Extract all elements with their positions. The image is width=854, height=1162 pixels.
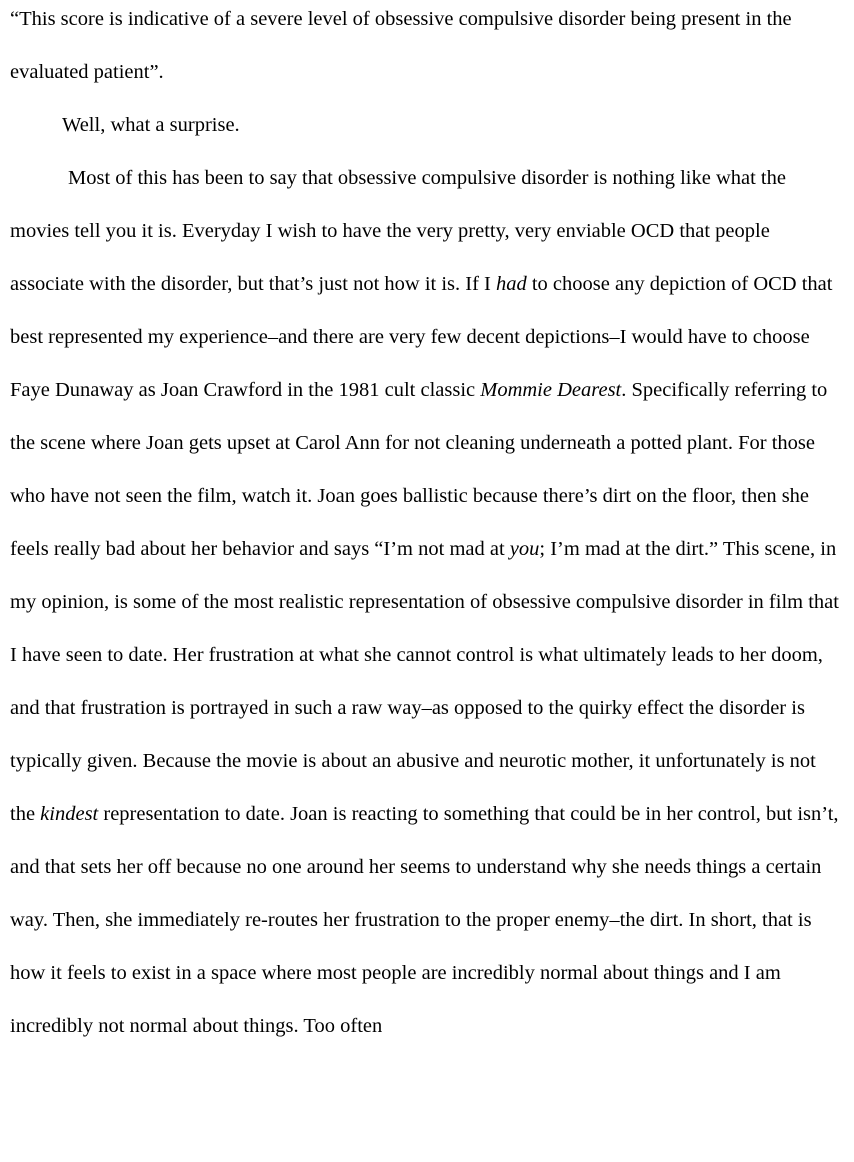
text-run: ; I’m mad at the dirt.” This scene, in my opinion, is some of the most realistic representation of obsessive compulsive disorder in film that I have seen to date. Her frustration at what she cannot control is what ultimately leads to her doom, and that frustration is portrayed in such a raw way–as opposed to the quirky effect the disorder is typically given. Because the movie is about an abusive and neurotic mother, it unfortunately is not the (10, 538, 839, 825)
text-run: “This score is indicative of a severe level of obsessive compulsive disorder being present in the evaluated patient”. (10, 8, 792, 83)
text-run: . Specifically referring to the scene where Joan gets upset at Carol Ann for not cleaning underneath a potted plant. For those who have not seen the film, watch it. Joan goes ballistic because there’s dirt on the floor, then she feels really bad about her behavior and says “I’m not mad at (10, 379, 828, 560)
italic-run: you (509, 538, 540, 560)
italic-run: kindest (40, 803, 99, 825)
italic-run: Mommie Dearest (480, 379, 622, 401)
text-run: Most of this has been to say that obsessive compulsive disorder is nothing like what the movies tell you it is. Everyday I wish to have the very pretty, very enviable OCD that people associate with the disorder, but that’s just not how it is. If I (10, 167, 786, 295)
paragraph-surprise (10, 99, 844, 152)
text-run: Well, what a surprise. (62, 114, 240, 136)
paragraph-score-quote (10, 0, 844, 99)
text-run: representation to date. Joan is reacting to something that could be in her control, but isn’t, and that sets her off because no one around her seems to understand why she needs things a certain way. Then, she immediately re-routes her frustration to the proper enemy–the dirt. In short, that is how it feels to exist in a space where most people are incredibly normal about things and I am incredibly not normal about things. Too often (10, 803, 839, 1037)
paragraph-body (10, 152, 844, 1053)
italic-run: had (495, 273, 527, 295)
text-run: to choose any depiction of OCD that best represented my experience–and there are very few decent depictions–I would have to choose Faye Dunaway as Joan Crawford in the 1981 cult classic (10, 273, 833, 401)
document-content (10, 0, 844, 1053)
